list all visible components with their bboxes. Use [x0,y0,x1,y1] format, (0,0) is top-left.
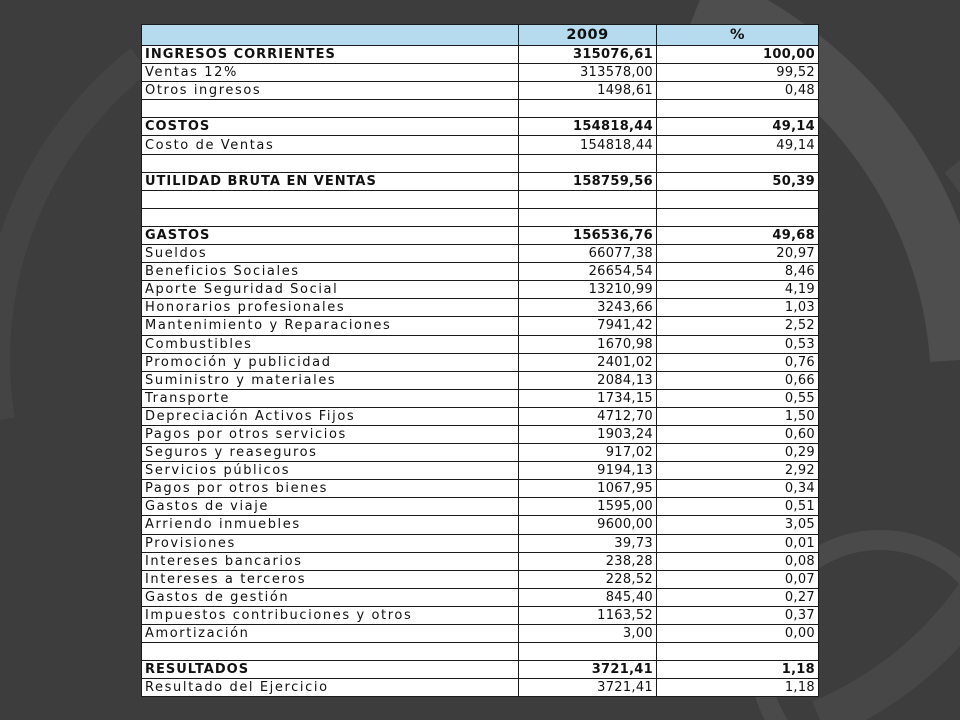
table-row [142,534,819,552]
row-value-cell: 154818,44 [519,136,657,154]
row-value-cell: 1067,95 [519,480,657,498]
row-value-cell: 228,52 [519,570,657,588]
table-row [142,245,819,263]
row-label-cell: Transporte [142,389,519,407]
table-row [142,552,819,570]
table-row [142,516,819,534]
row-percent-cell: 4,19 [657,281,819,299]
row-percent-cell: 1,18 [657,679,819,697]
row-value-cell: 9600,00 [519,516,657,534]
row-value-cell [519,643,657,661]
row-label-cell: Aporte Seguridad Social [142,281,519,299]
row-percent-cell: 100,00 [657,46,819,64]
row-percent-cell [657,100,819,118]
row-value-cell: 1595,00 [519,498,657,516]
table-row [142,661,819,679]
table-row [142,588,819,606]
row-label-cell [142,154,519,172]
row-percent-cell: 1,50 [657,407,819,425]
table-row [142,154,819,172]
row-value-cell: 1498,61 [519,82,657,100]
table-header-row [142,25,819,46]
row-value-cell: 39,73 [519,534,657,552]
row-label-cell [142,100,519,118]
table-row [142,389,819,407]
row-value-cell: 66077,38 [519,245,657,263]
row-percent-cell: 0,51 [657,498,819,516]
row-label-cell: Ventas 12% [142,64,519,82]
row-percent-cell: 50,39 [657,172,819,190]
row-value-cell: 7941,42 [519,317,657,335]
table-row [142,462,819,480]
row-value-cell: 917,02 [519,444,657,462]
table-row [142,353,819,371]
row-value-cell: 3721,41 [519,661,657,679]
row-label-cell: Mantenimiento y Reparaciones [142,317,519,335]
row-label-cell: COSTOS [142,118,519,136]
row-label-cell: Pagos por otros servicios [142,425,519,443]
row-value-cell: 1734,15 [519,389,657,407]
row-percent-cell: 0,07 [657,570,819,588]
row-value-cell: 845,40 [519,588,657,606]
table-row [142,64,819,82]
row-label-cell: Pagos por otros bienes [142,480,519,498]
row-value-cell: 3243,66 [519,299,657,317]
table-row [142,263,819,281]
income-statement-table [141,24,819,697]
row-value-cell: 313578,00 [519,64,657,82]
row-percent-cell [657,208,819,226]
row-percent-cell: 8,46 [657,263,819,281]
row-label-cell [142,208,519,226]
row-percent-cell: 0,60 [657,425,819,443]
table-row [142,82,819,100]
table-row [142,46,819,64]
table-row [142,679,819,697]
row-label-cell: Combustibles [142,335,519,353]
row-label-cell: RESULTADOS [142,661,519,679]
row-value-cell: 9194,13 [519,462,657,480]
row-percent-cell: 49,14 [657,118,819,136]
row-label-cell: Impuestos contribuciones y otros [142,606,519,624]
row-label-cell: Provisiones [142,534,519,552]
row-label-cell: Amortización [142,625,519,643]
row-label-cell: Intereses a terceros [142,570,519,588]
header-year-cell: 2009 [519,25,657,46]
row-label-cell: Intereses bancarios [142,552,519,570]
table-row [142,299,819,317]
row-value-cell: 3,00 [519,625,657,643]
table-row [142,407,819,425]
row-percent-cell: 0,37 [657,606,819,624]
row-label-cell [142,190,519,208]
row-label-cell: Promoción y publicidad [142,353,519,371]
row-value-cell: 238,28 [519,552,657,570]
row-percent-cell: 0,66 [657,371,819,389]
table-row [142,498,819,516]
row-value-cell: 315076,61 [519,46,657,64]
header-percent-cell: % [657,25,819,46]
row-percent-cell: 0,08 [657,552,819,570]
header-label-cell [142,25,519,46]
table-row [142,425,819,443]
row-value-cell [519,154,657,172]
row-percent-cell: 49,14 [657,136,819,154]
row-label-cell: Otros ingresos [142,82,519,100]
row-label-cell: Depreciación Activos Fijos [142,407,519,425]
row-percent-cell: 3,05 [657,516,819,534]
table-row [142,281,819,299]
table-row [142,606,819,624]
row-value-cell: 156536,76 [519,226,657,244]
row-percent-cell: 0,76 [657,353,819,371]
row-percent-cell: 2,52 [657,317,819,335]
row-label-cell: Suministro y materiales [142,371,519,389]
table-row [142,226,819,244]
row-label-cell: GASTOS [142,226,519,244]
row-label-cell: Resultado del Ejercicio [142,679,519,697]
row-value-cell [519,190,657,208]
row-percent-cell: 20,97 [657,245,819,263]
row-percent-cell: 0,00 [657,625,819,643]
table-row [142,444,819,462]
row-label-cell [142,643,519,661]
row-percent-cell: 0,34 [657,480,819,498]
row-percent-cell: 1,03 [657,299,819,317]
row-value-cell: 1163,52 [519,606,657,624]
row-percent-cell [657,154,819,172]
row-percent-cell: 0,01 [657,534,819,552]
row-value-cell [519,100,657,118]
table-row [142,208,819,226]
row-value-cell: 3721,41 [519,679,657,697]
row-percent-cell: 0,29 [657,444,819,462]
row-value-cell: 1903,24 [519,425,657,443]
row-label-cell: Sueldos [142,245,519,263]
table-row [142,480,819,498]
table-row [142,190,819,208]
table-row [142,625,819,643]
table-row [142,172,819,190]
row-label-cell: Arriendo inmuebles [142,516,519,534]
row-label-cell: Servicios públicos [142,462,519,480]
table-row [142,118,819,136]
row-percent-cell: 0,48 [657,82,819,100]
row-percent-cell: 1,18 [657,661,819,679]
row-value-cell: 154818,44 [519,118,657,136]
row-label-cell: Beneficios Sociales [142,263,519,281]
table-row [142,335,819,353]
row-label-cell: Gastos de viaje [142,498,519,516]
row-percent-cell: 49,68 [657,226,819,244]
table-row [142,643,819,661]
row-value-cell: 1670,98 [519,335,657,353]
row-value-cell: 2084,13 [519,371,657,389]
row-value-cell [519,208,657,226]
row-value-cell: 158759,56 [519,172,657,190]
row-value-cell: 2401,02 [519,353,657,371]
row-label-cell: Costo de Ventas [142,136,519,154]
row-value-cell: 13210,99 [519,281,657,299]
row-value-cell: 26654,54 [519,263,657,281]
table-row [142,317,819,335]
row-label-cell: Honorarios profesionales [142,299,519,317]
table-row [142,136,819,154]
row-percent-cell: 2,92 [657,462,819,480]
row-percent-cell: 99,52 [657,64,819,82]
table-row [142,570,819,588]
table-row [142,100,819,118]
row-percent-cell [657,190,819,208]
row-percent-cell: 0,27 [657,588,819,606]
row-label-cell: UTILIDAD BRUTA EN VENTAS [142,172,519,190]
table-row [142,371,819,389]
row-percent-cell [657,643,819,661]
row-percent-cell: 0,55 [657,389,819,407]
row-label-cell: Seguros y reaseguros [142,444,519,462]
row-label-cell: Gastos de gestión [142,588,519,606]
row-value-cell: 4712,70 [519,407,657,425]
row-percent-cell: 0,53 [657,335,819,353]
row-label-cell: INGRESOS CORRIENTES [142,46,519,64]
